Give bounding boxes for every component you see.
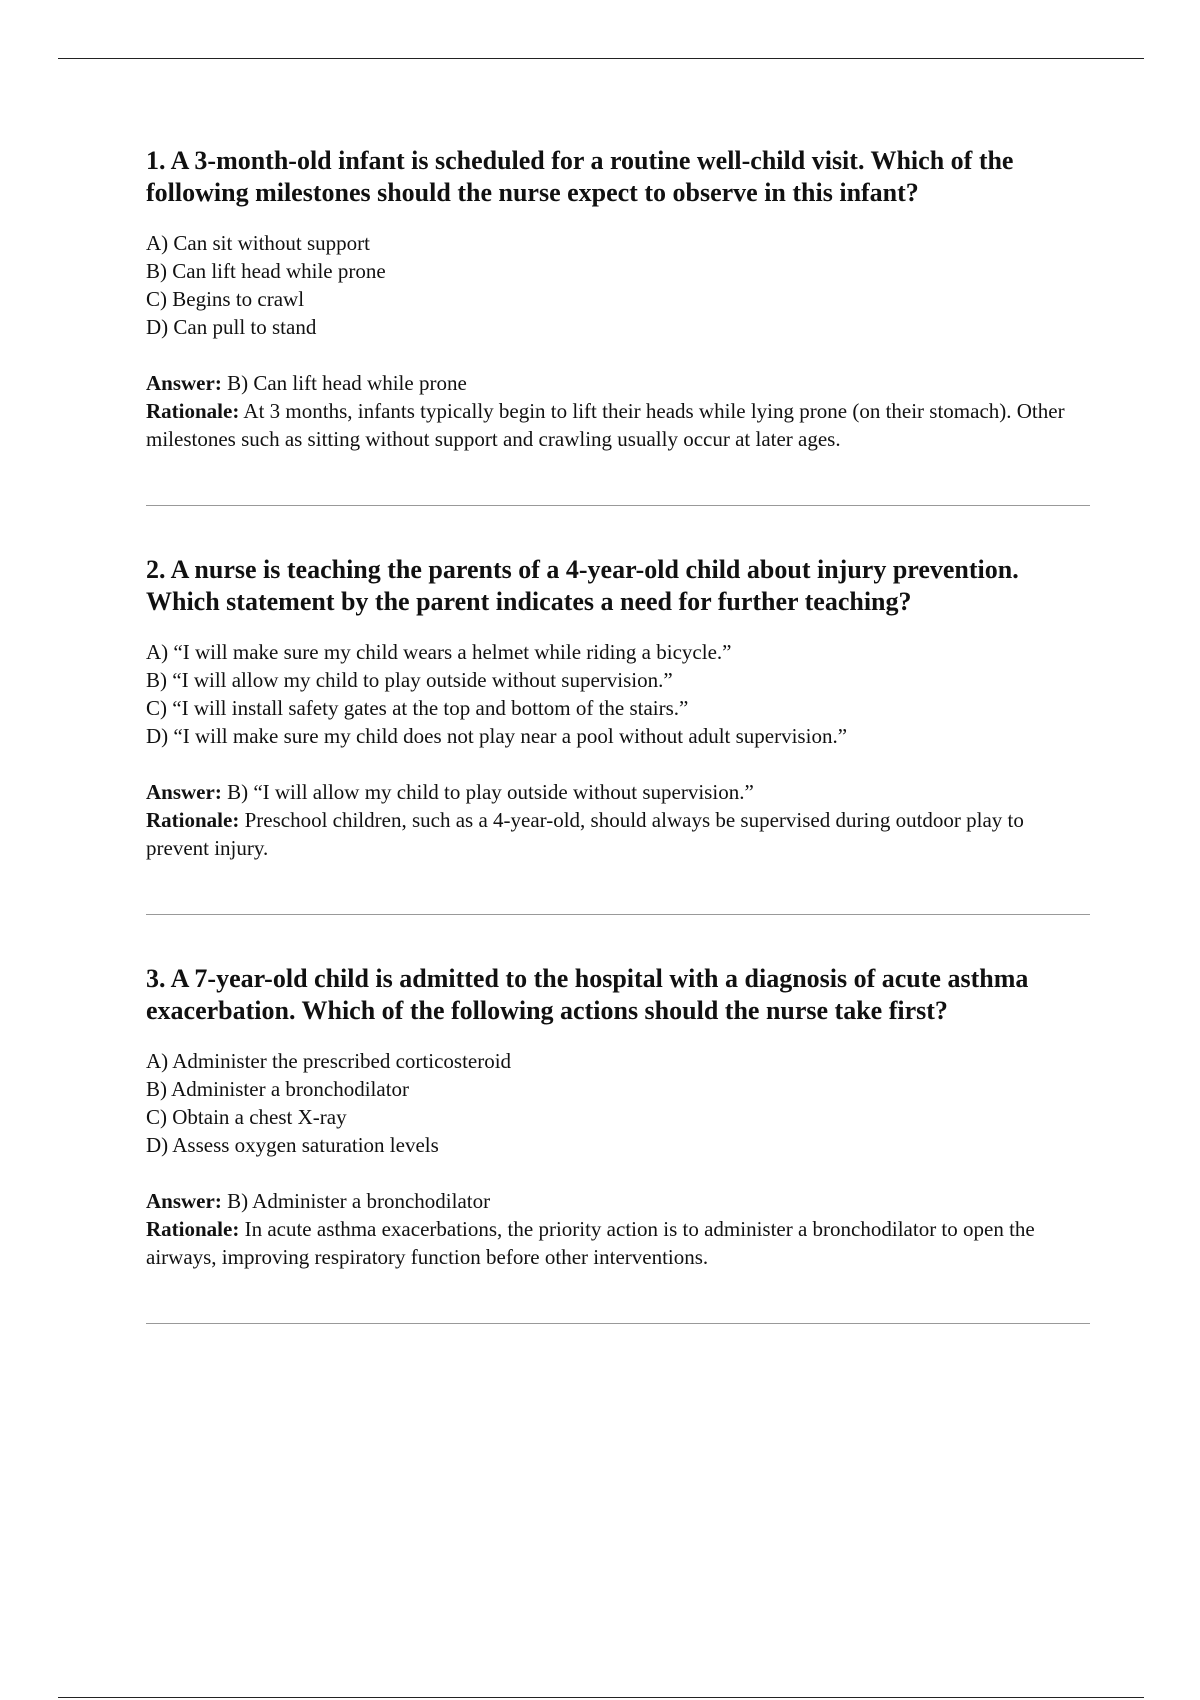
question-2 — [146, 554, 1090, 862]
question-title: 1. A 3-month-old infant is scheduled for a routine well-child visit. Which of the following milestones should the nurse expect to observe in this infant? — [146, 146, 1014, 207]
answer-line — [146, 1187, 1090, 1215]
option-d: D) Assess oxygen saturation levels — [146, 1133, 439, 1157]
option-list — [146, 229, 1090, 341]
option-c: C) Obtain a chest X-ray — [146, 1105, 347, 1129]
answer-text: B) Administer a bronchodilator — [227, 1189, 491, 1213]
option-b: B) Administer a bronchodilator — [146, 1077, 410, 1101]
answer-block — [146, 778, 1090, 862]
answer-label: Answer: — [146, 780, 222, 804]
question-1 — [146, 145, 1090, 453]
rationale-line — [146, 1215, 1090, 1271]
question-title: 3. A 7-year-old child is admitted to the hospital with a diagnosis of acute asthma exacerbation. Which of the following actions should the nurse take first? — [146, 964, 1029, 1025]
rationale-text: Preschool children, such as a 4-year-old, should always be supervised during outdoor play to prevent injury. — [146, 808, 1024, 860]
rationale-label: Rationale: — [146, 1217, 240, 1241]
question-separator — [146, 914, 1090, 915]
answer-label: Answer: — [146, 371, 222, 395]
rationale-label: Rationale: — [146, 399, 240, 423]
option-d: D) Can pull to stand — [146, 315, 317, 339]
answer-label: Answer: — [146, 1189, 222, 1213]
option-a: A) “I will make sure my child wears a helmet while riding a bicycle.” — [146, 640, 732, 664]
option-a: A) Can sit without support — [146, 231, 370, 255]
option-list — [146, 1047, 1090, 1159]
option-a: A) Administer the prescribed corticosteroid — [146, 1049, 512, 1073]
answer-text: B) “I will allow my child to play outside without supervision.” — [227, 780, 754, 804]
option-b: B) “I will allow my child to play outside without supervision.” — [146, 668, 673, 692]
option-d: D) “I will make sure my child does not play near a pool without adult supervision.” — [146, 724, 848, 748]
rationale-text: At 3 months, infants typically begin to lift their heads while lying prone (on their stomach). Other milestones such as sitting without support and crawling usually occur at later ages. — [146, 399, 1065, 451]
answer-block — [146, 1187, 1090, 1271]
answer-text: B) Can lift head while prone — [227, 371, 467, 395]
rationale-line — [146, 806, 1090, 862]
page-top-rule — [58, 58, 1144, 59]
question-separator — [146, 505, 1090, 506]
option-list — [146, 638, 1090, 750]
answer-line — [146, 369, 1090, 397]
rationale-label: Rationale: — [146, 808, 240, 832]
answer-block — [146, 369, 1090, 453]
option-b: B) Can lift head while prone — [146, 259, 386, 283]
question-separator — [146, 1323, 1090, 1324]
option-c: C) “I will install safety gates at the top and bottom of the stairs.” — [146, 696, 689, 720]
question-3 — [146, 963, 1090, 1271]
document-content — [146, 145, 1090, 1372]
option-c: C) Begins to crawl — [146, 287, 305, 311]
rationale-text: In acute asthma exacerbations, the priority action is to administer a bronchodilator to open the airways, improving respiratory function before other interventions. — [146, 1217, 1035, 1269]
page-bottom-rule — [58, 1697, 1144, 1698]
rationale-line — [146, 397, 1090, 453]
question-title: 2. A nurse is teaching the parents of a 4-year-old child about injury prevention. Which statement by the parent indicates a need for further teaching? — [146, 555, 1019, 616]
answer-line — [146, 778, 1090, 806]
